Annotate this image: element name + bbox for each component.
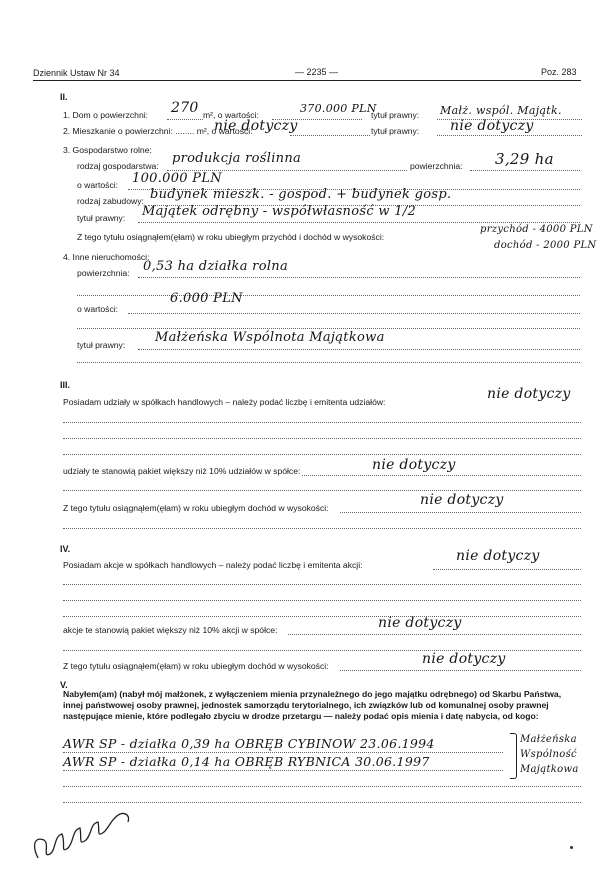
flat-title: nie dotyczy <box>450 118 534 134</box>
farm-area-line <box>470 170 580 171</box>
shares-package-value: nie dotyczy <box>372 457 456 473</box>
stocks-package-value: nie dotyczy <box>378 615 462 631</box>
shares-income-value: nie dotyczy <box>420 492 504 508</box>
other-value-line-2 <box>77 328 580 329</box>
stocks-package-label: akcje te stanowią pakiet większy niż 10% akcji w spółce: <box>63 625 278 635</box>
shares-line-3 <box>63 454 581 455</box>
flat-value: nie dotyczy <box>214 118 298 134</box>
other-value-label: o wartości: <box>77 304 119 314</box>
acquisition-entry-2: AWR SP - działka 0,14 ha OBRĘB RYBNICA 30.06.1997 <box>63 754 430 769</box>
farm-buildings-label: rodzaj zabudowy: <box>77 196 144 206</box>
stocks-package-line <box>288 634 581 635</box>
other-area-line <box>138 277 580 278</box>
shares-package-label: udziały te stanowią pakiet większy niż 10% udziałów w spółce: <box>63 466 301 476</box>
other-title: Małżeńska Wspólnota Majątkowa <box>155 330 385 345</box>
house-label: 1. Dom o powierzchni: <box>63 110 149 120</box>
flat-value-line <box>290 135 370 136</box>
journal-name: Dziennik Ustaw Nr 34 <box>33 68 120 78</box>
shares-income-line-2 <box>63 528 581 529</box>
other-title-label: tytuł prawny: <box>77 340 126 350</box>
section-iv-numeral: IV. <box>60 544 71 554</box>
stocks-line-2 <box>63 600 581 601</box>
shares-label: Posiadam udziały w spółkach handlowych – należy podać liczbę i emitenta udziałów: <box>63 397 386 407</box>
other-area-line-2 <box>77 295 580 296</box>
farm-income-profit: dochód - 2000 PLN <box>494 240 597 251</box>
stocks-income-line <box>340 670 581 671</box>
stocks-income-value: nie dotyczy <box>422 651 506 667</box>
stocks-line <box>433 569 581 570</box>
section-v-numeral: V. <box>60 680 68 690</box>
farm-income-label: Z tego tytułu osiągnąłem(ęłam) w roku ubiegłym przychód i dochód w wysokości: <box>77 232 385 242</box>
house-title: Małż. wspól. Majątk. <box>440 104 562 117</box>
shares-line-2 <box>63 438 581 439</box>
section-iii-numeral: III. <box>60 380 71 390</box>
acquisition-line-1 <box>63 752 503 753</box>
farm-type-label: rodzaj gospodarstwa: <box>77 161 159 171</box>
farm-type: produkcja roślinna <box>172 151 302 166</box>
acquisition-line-2 <box>63 770 503 771</box>
farm-title-line <box>138 222 580 223</box>
flat-label: 2. Mieszkanie o powierzchni: ........ m², o wartości: <box>63 126 253 136</box>
other-area-label: powierzchnia: <box>77 268 130 278</box>
house-value: 370.000 PLN <box>300 102 377 115</box>
farm-value-label: o wartości: <box>77 180 119 190</box>
shares-package-line-2 <box>63 490 581 491</box>
farm-buildings: budynek mieszk. - gospod. + budynek gosp. <box>150 187 452 202</box>
other-value: 6.000 PLN <box>170 291 243 306</box>
section-v-text: Nabyłem(am) (nabył mój małżonek, z wyłączeniem mienia przynależnego do jego majątku odrębnego) od Skarbu Państwa, innej państwowej osoby prawnej, jednostek samorządu terytorialnego, ich związków lub od komunalnej osoby prawnej następujące mienie, które podlegało zbyciu w drodze przetargu — należy podać opis mienia i datę nabycia, od kogo: <box>63 689 562 722</box>
other-title-line <box>138 349 580 350</box>
house-area-value: 270 <box>171 100 199 116</box>
other-value-line <box>128 313 580 314</box>
other-area: 0,53 ha działka rolna <box>143 259 289 274</box>
stocks-value: nie dotyczy <box>456 548 540 564</box>
corner-mark <box>570 846 573 849</box>
house-area-line <box>167 119 203 120</box>
shares-income-label: Z tego tytułu osiągnąłem(ęłam) w roku ubiegłym dochód w wysokości: <box>63 503 329 513</box>
acquisition-line-3 <box>63 786 581 787</box>
section-ii-numeral: II. <box>60 92 68 102</box>
house-title-label: tytuł prawny: <box>371 110 420 120</box>
stocks-line-3 <box>63 616 581 617</box>
house-value-label: m², o wartości: <box>203 110 259 120</box>
other-title-line-2 <box>77 362 580 363</box>
header-rule <box>33 80 581 81</box>
shares-income-line <box>340 512 581 513</box>
shares-package-line <box>302 475 581 476</box>
acquisition-line-4 <box>63 802 581 803</box>
farm-area: 3,29 ha <box>495 150 554 168</box>
stocks-line-1 <box>63 584 581 585</box>
flat-title-line <box>437 135 582 136</box>
signature <box>30 800 140 866</box>
acquisition-entry-1: AWR SP - działka 0,39 ha OBRĘB CYBINOW 23.06.1994 <box>63 736 435 751</box>
farm-value: 100.000 PLN <box>132 171 222 186</box>
other-property-label: 4. Inne nieruchomości: <box>63 252 150 262</box>
position-number: Poz. 283 <box>541 67 577 77</box>
acquisition-bracket <box>510 733 517 779</box>
flat-title-label: tytuł prawny: <box>371 126 420 136</box>
farm-title: Majątek odrębny - współwłasność w 1/2 <box>142 204 417 219</box>
farm-income-revenue: przychód - 4000 PLN <box>480 224 593 235</box>
stocks-label: Posiadam akcje w spółkach handlowych – należy podać liczbę i emitenta akcji: <box>63 560 363 570</box>
page-number: — 2235 — <box>295 67 339 77</box>
shares-value: nie dotyczy <box>487 386 571 402</box>
farm-title-label: tytuł prawny: <box>77 213 126 223</box>
farm-area-label: powierzchnia: <box>410 161 463 171</box>
shares-line-1 <box>63 422 581 423</box>
farm-label: 3. Gospodarstwo rolne: <box>63 145 152 155</box>
stocks-income-label: Z tego tytułu osiągnąłem(ęłam) w roku ubiegłym dochód w wysokości: <box>63 661 329 671</box>
acquisition-note: Małżeńska Wspólność Majątkowa <box>520 734 579 775</box>
